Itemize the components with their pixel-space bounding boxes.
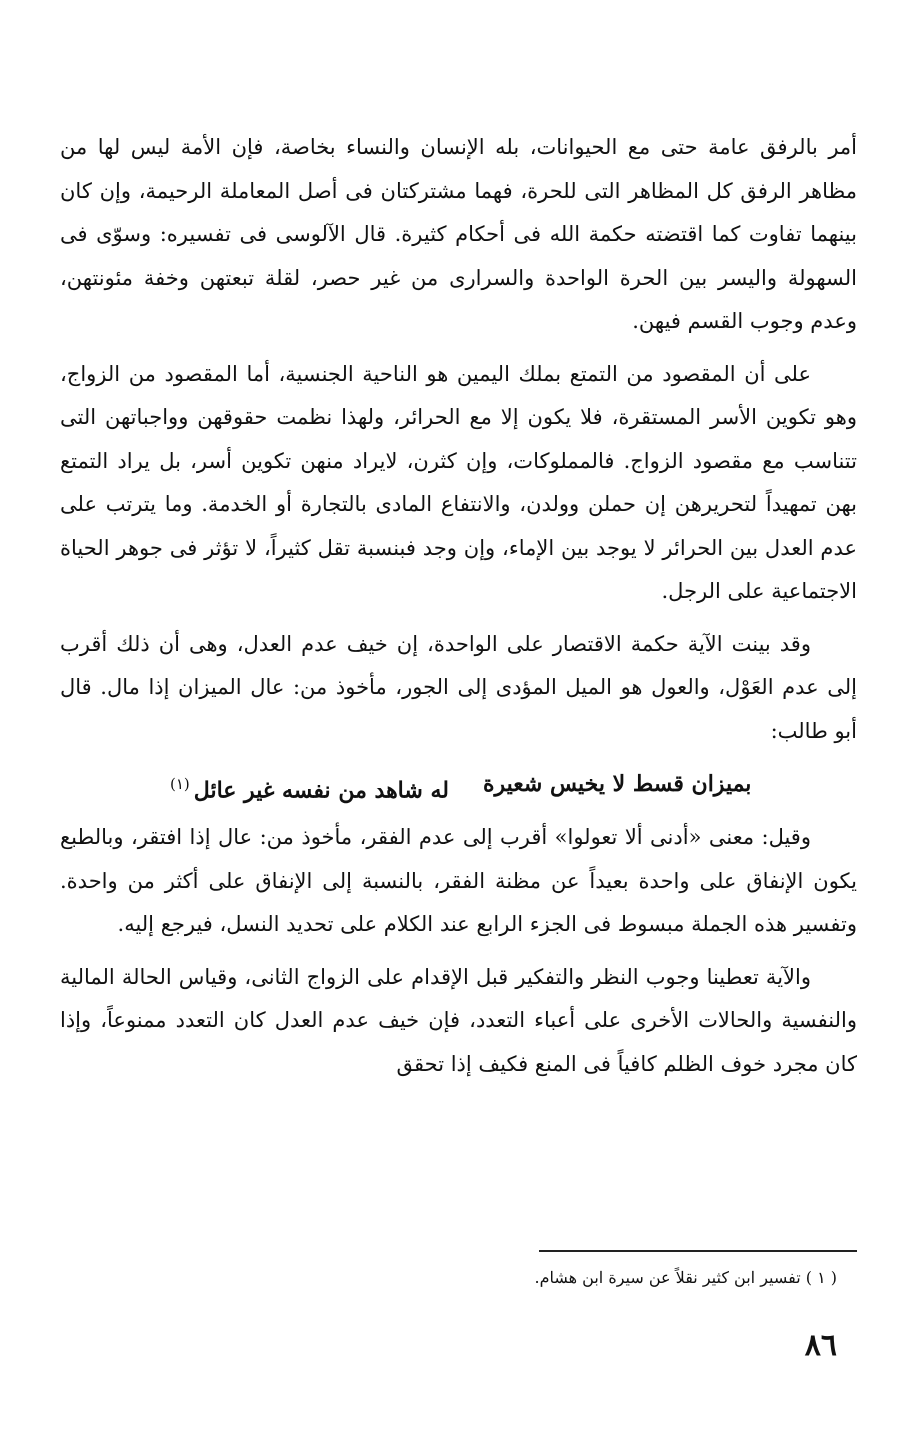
page-number: ٨٦ bbox=[804, 1328, 837, 1363]
paragraph-5: والآية تعطينا وجوب النظر والتفكير قبل الإقدام على الزواج الثانى، وقياس الحالة المالية والنفسية والحالات الأخرى على أعباء التعدد، فإن خيف عدم العدل كان التعدد ممنوعاً، وإذا كان مجرد خوف الظلم كافياً فى المنع فكيف إذا تحقق bbox=[60, 964, 857, 1076]
paragraph-2: على أن المقصود من التمتع بملك اليمين هو الناحية الجنسية، أما المقصود من الزواج، وهو تكوين الأسر المستقرة، فلا يكون إلا مع الحرائر، ولهذا نظمت حقوقهن وواجباتهن التى تتناسب مع مقصود الزواج. فالمملوكات، وإن كثرن، لايراد منهن تكوين أسر، بل يراد التمتع بهن تمهيداً لتحريرهن إن حملن وولدن، والانتفاع المادى بالتجارة أو الخدمة. وما يترتب على عدم العدل بين الحرائر لا يوجد بين الإماء، وإن وجد فبنسبة تقل كثيراً، لا تؤثر فى جوهر الحياة الاجتماعية على الرجل. bbox=[60, 361, 857, 603]
page-body bbox=[60, 126, 857, 1095]
verse-second-hemistich bbox=[170, 762, 449, 812]
footnote-divider bbox=[539, 1250, 857, 1252]
poetry-verse bbox=[60, 762, 857, 812]
paragraph-3: وقد بينت الآية حكمة الاقتصار على الواحدة، إن خيف عدم العدل، وهى أن ذلك أقرب إلى عدم العَوْل، والعول هو الميل المؤدى إلى الجور، مأخوذ من: عال الميزان إذا مال. قال أبو طالب: bbox=[60, 631, 857, 743]
footnote-text: ( ١ ) تفسير ابن كثير نقلاً عن سيرة ابن هشام. bbox=[534, 1268, 837, 1287]
paragraph-1: أمر بالرفق عامة حتى مع الحيوانات، بله الإنسان والنساء بخاصة، فإن الأمة ليس لها من مظاهر الرفق كل المظاهر التى للحرة، فهما مشتركتان فى أصل المعاملة الرحيمة، وإن كان بينهما تفاوت كما اقتضته حكمة الله فى أحكام كثيرة. قال الآلوسى فى تفسيره: وسوّى فى السهولة واليسر بين الحرة الواحدة والسرارى من غير حصر، لقلة تبعتهن وخفة مئونتهن، وعدم وجوب القسم فيهن. bbox=[60, 135, 857, 333]
verse-second-text: له شاهد من نفسه غير عائل bbox=[193, 777, 449, 804]
footnote-reference: (١) bbox=[170, 775, 190, 793]
verse-first-hemistich: بميزان قسط لا يخيس شعيرة bbox=[482, 771, 752, 797]
paragraph-4: وقيل: معنى «أدنى ألا تعولوا» أقرب إلى عدم الفقر، مأخوذ من: عال إذا افتقر، وبالطبع يكون الإنفاق على واحدة بعيداً عن مظنة الفقر، بالنسبة إلى الإنفاق على أكثر من واحدة. وتفسير هذه الجملة مبسوط فى الجزء الرابع عند الكلام على تحديد النسل، فيرجع إليه. bbox=[60, 825, 857, 937]
